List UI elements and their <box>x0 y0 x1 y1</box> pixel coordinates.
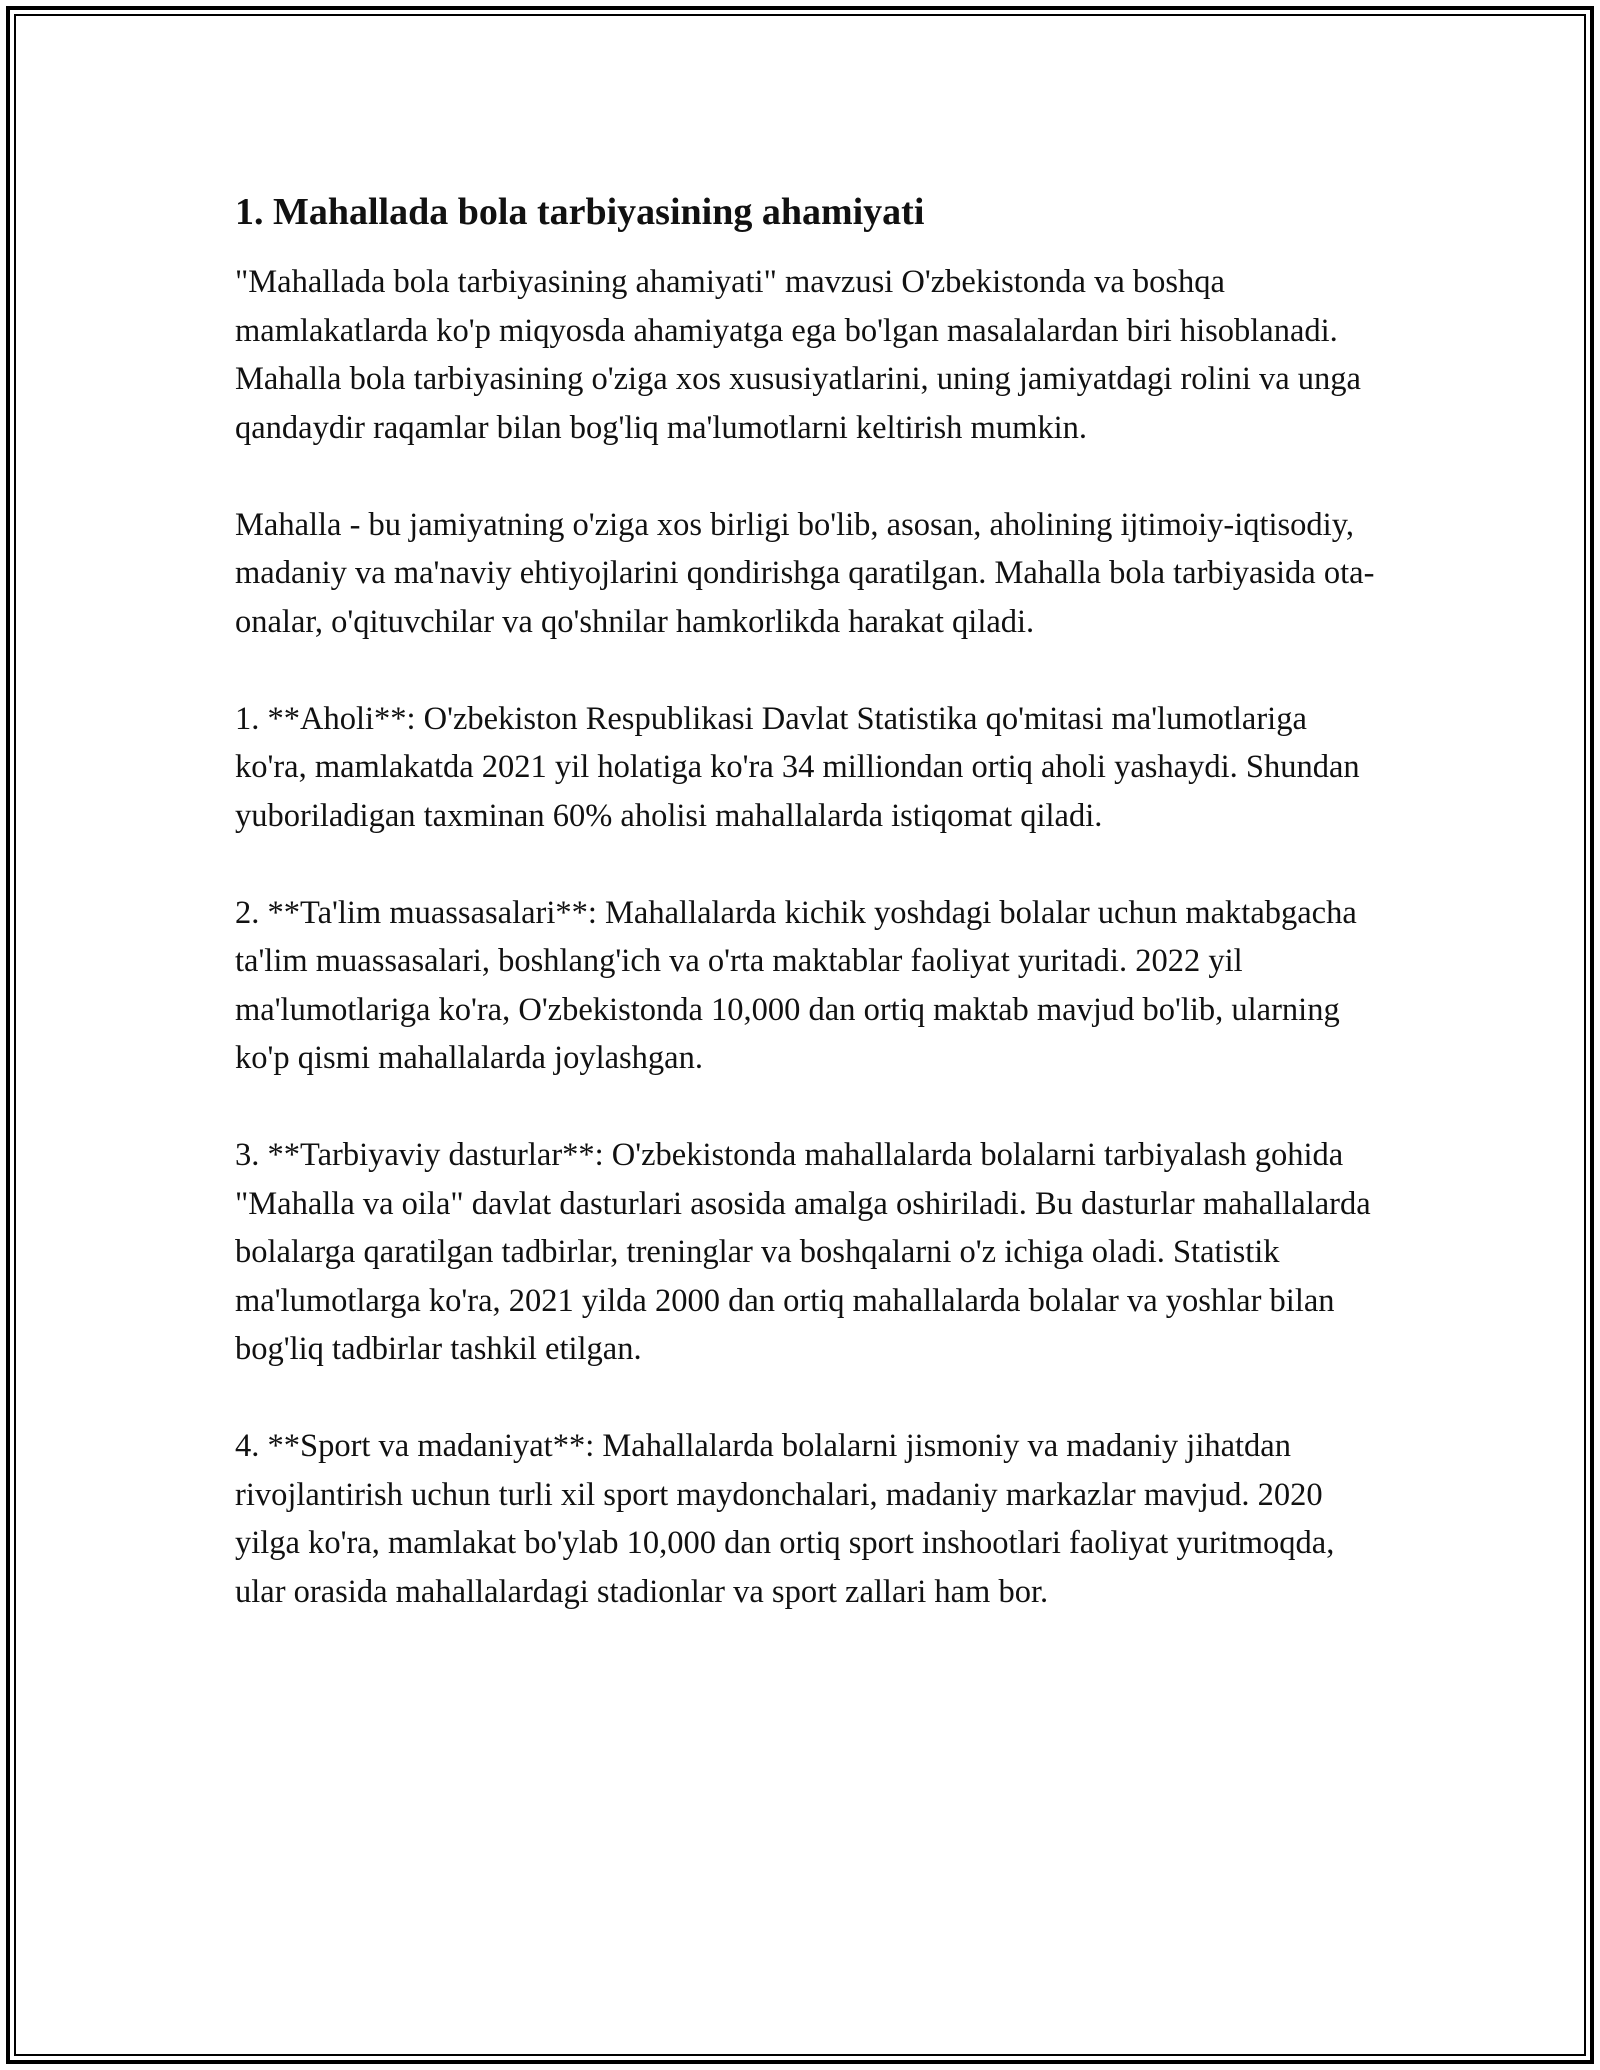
document-body <box>235 188 1375 1665</box>
intro-paragraph: "Mahallada bola tarbiyasining ahamiyati" mavzusi O'zbekistonda va boshqa mamlakatlarda ko'p miqyosda ahamiyatga ega bo'lgan masalalardan biri hisoblanadi. Mahalla bola tarbiyasining o'ziga xos xususiyatlarini, uning jamiyatdagi rolini va unga qandaydir raqamlar bilan bog'liq ma'lumotlarni keltirish mumkin. <box>235 264 1361 446</box>
document-title: 1. Mahallada bola tarbiyasining ahamiyati <box>235 191 925 233</box>
mahalla-definition-paragraph: Mahalla - bu jamiyatning o'ziga xos birligi bo'lib, asosan, aholining ijtimoiy-iqtisodiy, madaniy va ma'naviy ehtiyojlarini qondirishga qaratilgan. Mahalla bola tarbiyasida ota-onalar, o'qituvchilar va qo'shnilar hamkorlikda harakat qiladi. <box>235 506 1375 640</box>
programs-paragraph: 3. **Tarbiyaviy dasturlar**: O'zbekistonda mahallalarda bolalarni tarbiyalash gohida "Mahalla va oila" davlat dasturlari asosida amalga oshiriladi. Bu dasturlar mahallalarda bolalarga qaratilgan tadbirlar, treninglar va boshqalarni o'z ichiga oladi. Statistik ma'lumotlarga ko'ra, 2021 yilda 2000 dan ortiq mahallalarda bolalar va yoshlar bilan bog'liq tadbirlar tashkil etilgan. <box>235 1137 1371 1367</box>
education-paragraph: 2. **Ta'lim muassasalari**: Mahallalarda kichik yoshdagi bolalar uchun maktabgacha ta'lim muassasalari, boshlang'ich va o'rta maktablar faoliyat yuritadi. 2022 yil ma'lumotlariga ko'ra, O'zbekistonda 10,000 dan ortiq maktab mavjud bo'lib, ularning ko'p qismi mahallalarda joylashgan. <box>235 894 1357 1076</box>
sport-culture-paragraph: 4. **Sport va madaniyat**: Mahallalarda bolalarni jismoniy va madaniy jihatdan rivojlantirish uchun turli xil sport maydonchalari, madaniy markazlar mavjud. 2020 yilga ko'ra, mamlakat bo'ylab 10,000 dan ortiq sport inshootlari faoliyat yuritmoqda, ular orasida mahallalardagi stadionlar va sport zallari ham bor. <box>235 1428 1335 1610</box>
population-paragraph: 1. **Aholi**: O'zbekiston Respublikasi Davlat Statistika qo'mitasi ma'lumotlariga ko'ra, mamlakatda 2021 yil holatiga ko'ra 34 milliondan ortiq aholi yashaydi. Shundan yuboriladigan taxminan 60% aholisi mahallalarda istiqomat qiladi. <box>235 700 1360 834</box>
